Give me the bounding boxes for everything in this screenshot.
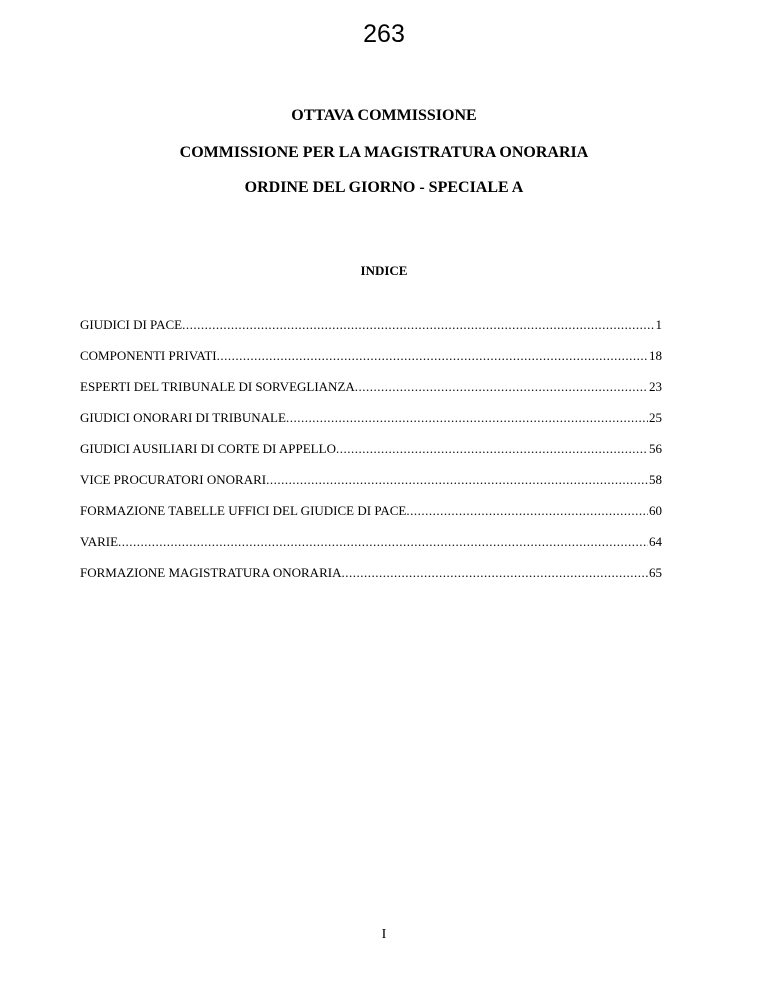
toc-entry-label: FORMAZIONE TABELLE UFFICI DEL GIUDICE DI PACE (80, 503, 407, 518)
toc-entry-varie[interactable] (80, 533, 662, 564)
toc-dot-leader (336, 440, 648, 458)
commission-title: OTTAVA COMMISSIONE (291, 107, 477, 124)
toc-entry-giudici-di-pace[interactable] (80, 316, 662, 347)
toc-entry-page: 25 (649, 410, 662, 425)
footer-page-label: I (381, 927, 387, 942)
toc-entry-label: COMPONENTI PRIVATI (80, 348, 217, 363)
toc-entry-page: 64 (649, 534, 662, 549)
toc-entry-label: GIUDICI ONORARI DI TRIBUNALE (80, 410, 286, 425)
toc-dot-leader (266, 471, 648, 489)
toc-entry-page: 23 (649, 379, 662, 394)
toc-entry-label: VICE PROCURATORI ONORARI (80, 472, 267, 487)
subcommission-title: COMMISSIONE PER LA MAGISTRATURA ONORARIA (179, 144, 589, 161)
toc-entry-esperti-tribunale-sorveglianza[interactable] (80, 378, 662, 409)
toc-dot-leader (341, 564, 648, 582)
agenda-title: ORDINE DEL GIORNO - SPECIALE A (244, 179, 524, 196)
page-number: 263 (363, 20, 405, 48)
toc-entry-page: 65 (649, 565, 662, 580)
index-title: INDICE (360, 263, 408, 278)
toc-entry-label: FORMAZIONE MAGISTRATURA ONORARIA (80, 565, 342, 580)
toc-entry-label: VARIE (80, 534, 119, 549)
toc-dot-leader (118, 533, 648, 551)
toc-dot-leader (182, 316, 654, 334)
toc-entry-page: 1 (655, 317, 662, 332)
toc-entry-giudici-onorari-tribunale[interactable] (80, 409, 662, 440)
toc-entry-page: 18 (649, 348, 662, 363)
toc-dot-leader (286, 409, 648, 427)
toc-entry-label: GIUDICI DI PACE (80, 317, 183, 332)
toc-entry-formazione-tabelle-uffici[interactable] (80, 502, 662, 533)
toc-entry-componenti-privati[interactable] (80, 347, 662, 378)
toc-entry-formazione-magistratura-onoraria[interactable] (80, 564, 662, 595)
toc-dot-leader (355, 378, 648, 396)
toc-dot-leader (217, 347, 648, 365)
toc-entry-vice-procuratori-onorari[interactable] (80, 471, 662, 502)
toc-entry-label: GIUDICI AUSILIARI DI CORTE DI APPELLO (80, 441, 336, 456)
table-of-contents (80, 316, 662, 595)
toc-dot-leader (406, 502, 648, 520)
toc-entry-giudici-ausiliari-corte-appello[interactable] (80, 440, 662, 471)
toc-entry-page: 58 (649, 472, 662, 487)
toc-entry-label: ESPERTI DEL TRIBUNALE DI SORVEGLIANZA (80, 379, 355, 394)
toc-entry-page: 56 (649, 441, 662, 456)
toc-entry-page: 60 (649, 503, 662, 518)
